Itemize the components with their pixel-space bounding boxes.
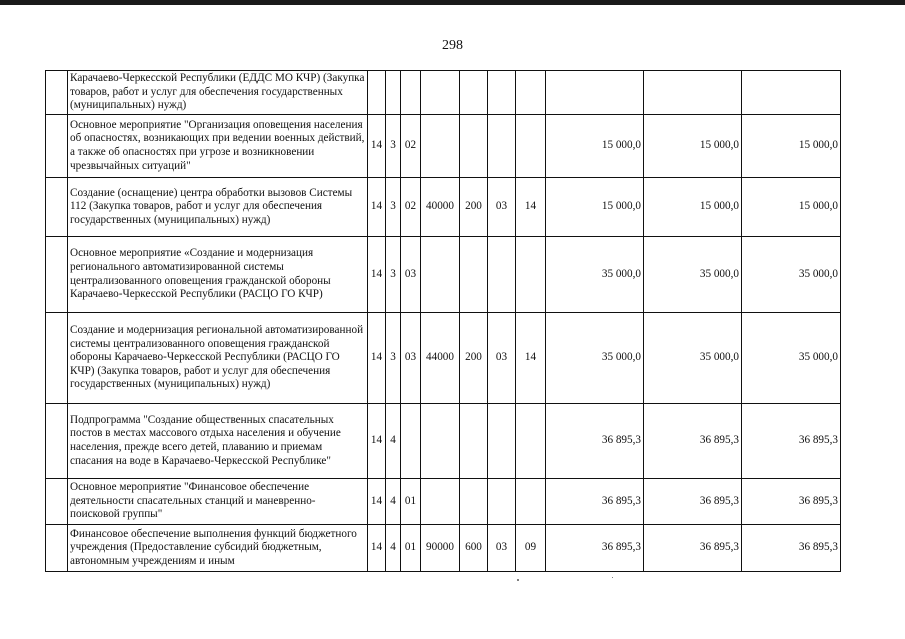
item-name: Создание (оснащение) центра обработки вызовов Системы 112 (Закупка товаров, работ и услуг для обеспечения государственных (муниципальных) нужд) [68, 178, 368, 237]
row-number-cell [46, 404, 68, 479]
scan-speck [612, 577, 613, 578]
row-number-cell [46, 115, 68, 178]
code-gp: 14 [368, 313, 386, 404]
code-pp: 4 [386, 525, 401, 572]
amount-year-3 [742, 71, 841, 115]
code-pp [386, 71, 401, 115]
code-gp: 14 [368, 525, 386, 572]
amount-year-2: 36 895,3 [644, 525, 742, 572]
code-direction: 40000 [421, 178, 460, 237]
row-number-cell [46, 525, 68, 572]
row-number-cell [46, 178, 68, 237]
code-subsection [516, 71, 546, 115]
item-name: Основное мероприятие "Организация оповещения населения об опасностях, возникающих при ведении военных действий, а также об опасностях при угрозе и возникновении чрезвычайных ситуаций" [68, 115, 368, 178]
code-section: 03 [488, 313, 516, 404]
table-row [46, 237, 841, 313]
code-expense-type [460, 115, 488, 178]
item-name: Подпрограмма "Создание общественных спасательных постов в местах массового отдыха населения и обучение населения, прежде всего детей, плаванию и приемам спасания на воде в Карачаево-Черкесской Республике" [68, 404, 368, 479]
code-section [488, 115, 516, 178]
code-expense-type [460, 404, 488, 479]
code-gp: 14 [368, 404, 386, 479]
code-expense-type [460, 479, 488, 525]
scan-speck [517, 579, 519, 581]
code-pp: 4 [386, 479, 401, 525]
code-expense-type: 200 [460, 313, 488, 404]
budget-table [45, 70, 841, 572]
code-gp: 14 [368, 178, 386, 237]
code-pp: 3 [386, 115, 401, 178]
code-subsection: 09 [516, 525, 546, 572]
code-om: 03 [401, 237, 421, 313]
row-number-cell [46, 71, 68, 115]
code-direction: 44000 [421, 313, 460, 404]
code-direction: 90000 [421, 525, 460, 572]
code-subsection [516, 479, 546, 525]
code-gp [368, 71, 386, 115]
code-expense-type [460, 237, 488, 313]
code-gp: 14 [368, 237, 386, 313]
table-row [46, 479, 841, 525]
code-om: 02 [401, 115, 421, 178]
amount-year-2 [644, 71, 742, 115]
code-subsection [516, 237, 546, 313]
code-direction [421, 479, 460, 525]
item-name: Создание и модернизация региональной автоматизированной системы централизованного оповещения гражданской обороны Карачаево-Черкесской Республики (РАСЦО ГО КЧР) (Закупка товаров, работ и услуг для обеспечения государственных (муниципальных) нужд) [68, 313, 368, 404]
code-section: 03 [488, 525, 516, 572]
item-name: Основное мероприятие «Создание и модернизация регионального автоматизированной системы централизованного оповещения гражданской обороны Карачаево-Черкесской Республики (РАСЦО ГО КЧР) [68, 237, 368, 313]
code-om [401, 404, 421, 479]
amount-year-3: 36 895,3 [742, 479, 841, 525]
amount-year-3: 35 000,0 [742, 237, 841, 313]
amount-year-2: 15 000,0 [644, 178, 742, 237]
amount-year-2: 36 895,3 [644, 479, 742, 525]
row-number-cell [46, 479, 68, 525]
amount-year-2: 15 000,0 [644, 115, 742, 178]
code-om: 03 [401, 313, 421, 404]
code-subsection: 14 [516, 178, 546, 237]
code-section [488, 237, 516, 313]
amount-year-1: 35 000,0 [546, 237, 644, 313]
code-om: 01 [401, 479, 421, 525]
code-om: 01 [401, 525, 421, 572]
code-expense-type [460, 71, 488, 115]
amount-year-1: 36 895,3 [546, 525, 644, 572]
amount-year-2: 36 895,3 [644, 404, 742, 479]
code-pp: 3 [386, 178, 401, 237]
table-body [46, 71, 841, 572]
amount-year-3: 36 895,3 [742, 525, 841, 572]
scan-top-border [0, 0, 905, 5]
table-row [46, 404, 841, 479]
amount-year-1 [546, 71, 644, 115]
code-direction [421, 71, 460, 115]
amount-year-1: 15 000,0 [546, 115, 644, 178]
code-expense-type: 200 [460, 178, 488, 237]
amount-year-3: 15 000,0 [742, 115, 841, 178]
row-number-cell [46, 313, 68, 404]
code-gp: 14 [368, 115, 386, 178]
amount-year-1: 15 000,0 [546, 178, 644, 237]
amount-year-3: 15 000,0 [742, 178, 841, 237]
amount-year-2: 35 000,0 [644, 313, 742, 404]
table-row [46, 178, 841, 237]
table-row [46, 71, 841, 115]
code-direction [421, 404, 460, 479]
table-row [46, 525, 841, 572]
code-om: 02 [401, 178, 421, 237]
item-name: Карачаево-Черкесской Республики (ЕДДС МО КЧР) (Закупка товаров, работ и услуг для обеспечения государственных (муниципальных) нужд) [68, 71, 368, 115]
code-pp: 4 [386, 404, 401, 479]
code-section [488, 71, 516, 115]
code-om [401, 71, 421, 115]
item-name: Основное мероприятие "Финансовое обеспечение деятельности спасательных станций и маневренно-поисковой группы" [68, 479, 368, 525]
row-number-cell [46, 237, 68, 313]
code-subsection: 14 [516, 313, 546, 404]
code-section: 03 [488, 178, 516, 237]
code-expense-type: 600 [460, 525, 488, 572]
amount-year-2: 35 000,0 [644, 237, 742, 313]
item-name: Финансовое обеспечение выполнения функций бюджетного учреждения (Предоставление субсидий бюджетным, автономным учреждениям и иным [68, 525, 368, 572]
amount-year-1: 35 000,0 [546, 313, 644, 404]
code-subsection [516, 115, 546, 178]
amount-year-1: 36 895,3 [546, 404, 644, 479]
code-gp: 14 [368, 479, 386, 525]
page-number: 298 [442, 38, 463, 53]
table-row [46, 115, 841, 178]
table-row [46, 313, 841, 404]
code-section [488, 404, 516, 479]
amount-year-3: 35 000,0 [742, 313, 841, 404]
amount-year-1: 36 895,3 [546, 479, 644, 525]
code-subsection [516, 404, 546, 479]
amount-year-3: 36 895,3 [742, 404, 841, 479]
code-section [488, 479, 516, 525]
code-direction [421, 237, 460, 313]
code-pp: 3 [386, 313, 401, 404]
code-pp: 3 [386, 237, 401, 313]
code-direction [421, 115, 460, 178]
